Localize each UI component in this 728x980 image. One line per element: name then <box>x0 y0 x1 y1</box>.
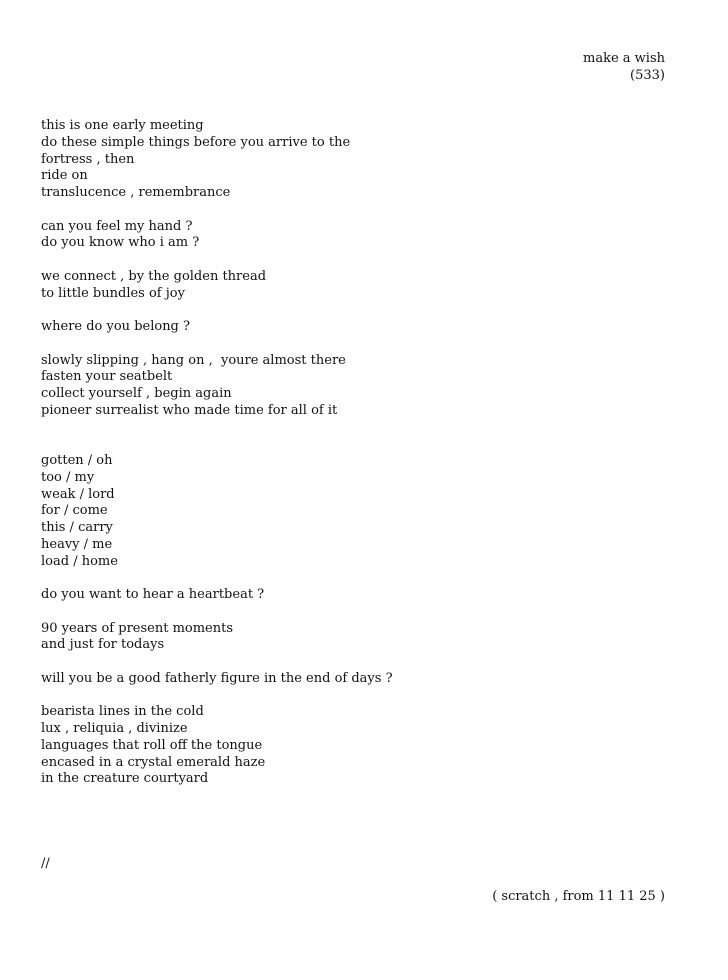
poem-line: gotten / oh <box>41 453 113 468</box>
poem-line: this / carry <box>41 520 113 535</box>
poem-line: bearista lines in the cold <box>41 704 204 720</box>
poem-line: pioneer surrealist who made time for all of it <box>41 402 338 418</box>
stanza <box>41 587 393 604</box>
poem-line: do you want to hear a heartbeat ? <box>41 587 265 602</box>
poem-line: lux , reliquia , divinize <box>41 721 188 736</box>
source-note: ( scratch , from 11 11 25 ) <box>492 889 665 904</box>
poem-header <box>583 50 665 84</box>
stanza <box>41 704 393 788</box>
section-divider: // <box>41 856 50 871</box>
poem-line: languages that roll off the tongue <box>41 737 263 753</box>
poem-line: do you know who i am ? <box>41 235 200 251</box>
poem-line: translucence , remembrance <box>41 185 231 200</box>
poem-line: fasten your seatbelt <box>41 369 173 385</box>
stanza <box>41 118 393 202</box>
stanza <box>41 453 393 570</box>
poem-line: ride on <box>41 168 88 184</box>
poem-title: make a wish <box>583 51 665 66</box>
poem-number: (533) <box>630 68 665 83</box>
poem-line: can you feel my hand ? <box>41 218 193 234</box>
stanza <box>41 621 393 655</box>
poem-line: heavy / me <box>41 536 113 552</box>
poem-line: we connect , by the golden thread <box>41 268 267 284</box>
poem-line: for / come <box>41 503 108 519</box>
poem-body <box>41 118 393 805</box>
poem-line: weak / lord <box>41 486 115 502</box>
poem-line: 90 years of present moments <box>41 620 234 636</box>
stanza <box>41 219 393 253</box>
poem-line: load / home <box>41 553 118 569</box>
poem-line: too / my <box>41 469 95 485</box>
stanza <box>41 319 393 336</box>
poem-line: where do you belong ? <box>41 319 190 334</box>
poem-line: and just for todays <box>41 637 165 653</box>
poem-line: collect yourself , begin again <box>41 386 232 401</box>
poem-line: in the creature courtyard <box>41 771 209 787</box>
poem-line: fortress , then <box>41 151 135 167</box>
poem-line: this is one early meeting <box>41 118 204 133</box>
stanza <box>41 671 393 688</box>
stanza <box>41 269 393 303</box>
stanza <box>41 353 393 420</box>
poem-line: do these simple things before you arrive to the <box>41 134 351 150</box>
poem-line: will you be a good fatherly figure in the end of days ? <box>41 670 393 686</box>
poem-line: to little bundles of joy <box>41 285 185 301</box>
poem-line: encased in a crystal emerald haze <box>41 754 266 770</box>
poem-line: slowly slipping , hang on , youre almost there <box>41 352 346 368</box>
